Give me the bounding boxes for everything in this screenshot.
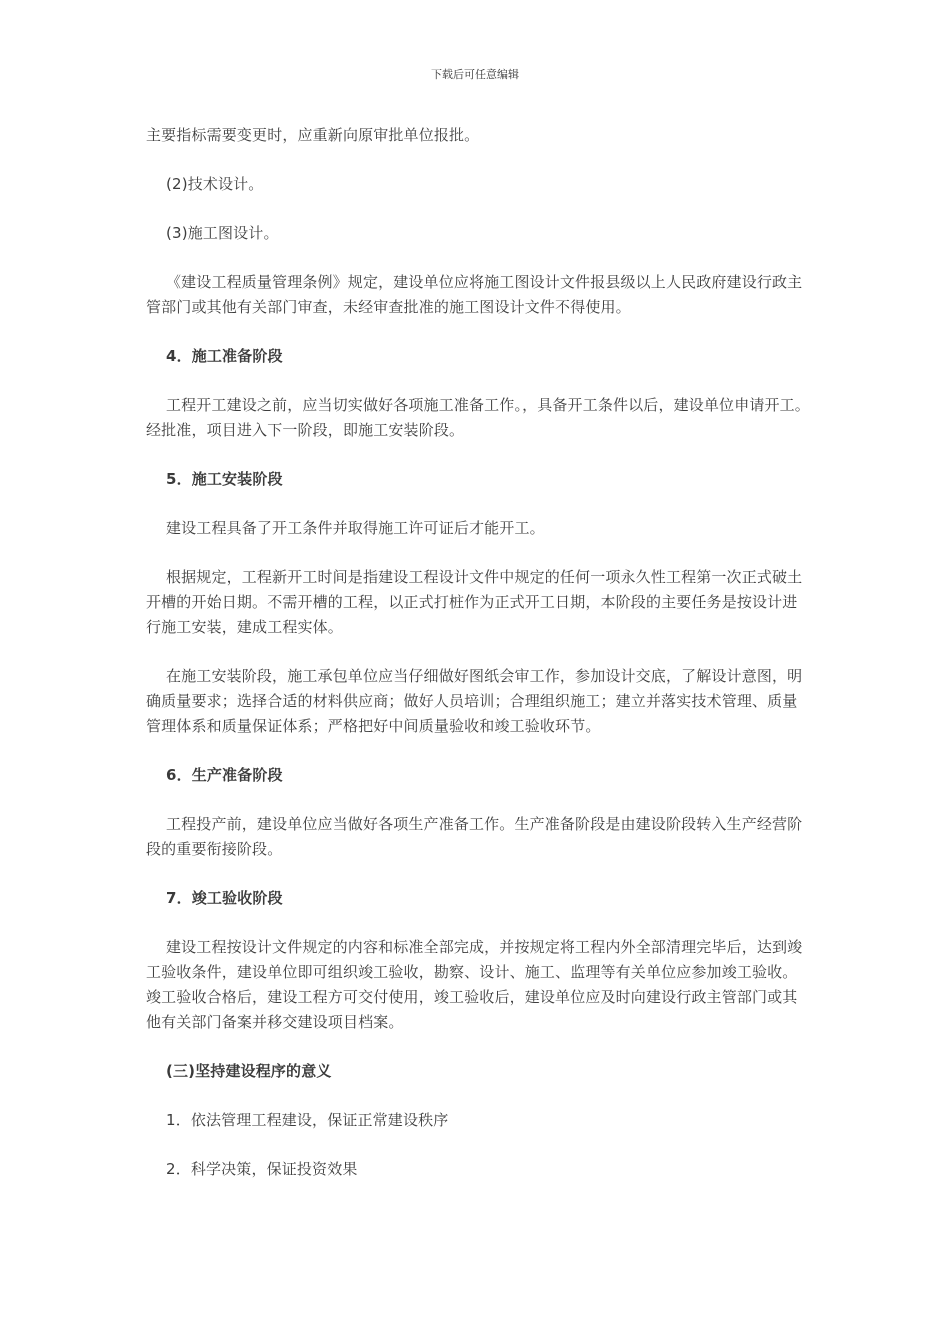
document-body bbox=[146, 123, 810, 1206]
section-heading: 7．竣工验收阶段 bbox=[166, 889, 283, 907]
section-heading: 5．施工安装阶段 bbox=[166, 470, 283, 488]
list-item: 2．科学决策，保证投资效果 bbox=[166, 1160, 358, 1178]
list-item: (2)技术设计。 bbox=[166, 175, 264, 193]
page-header: 下载后可任意编辑 bbox=[431, 68, 519, 81]
paragraph: 建设工程具备了开工条件并取得施工许可证后才能开工。 bbox=[166, 519, 545, 537]
list-item: (3)施工图设计。 bbox=[166, 224, 279, 242]
section-heading: (三)坚持建设程序的意义 bbox=[166, 1062, 332, 1080]
paragraph: 在施工安装阶段，施工承包单位应当仔细做好图纸会审工作，参加设计交底，了解设计意图，明确质量要求；选择合适的材料供应商；做好人员培训；合理组织施工；建立并落实技术管理、质量管理体系和质量保证体系；严格把好中间质量验收和竣工验收环节。 bbox=[146, 667, 803, 735]
paragraph: 建设工程按设计文件规定的内容和标准全部完成，并按规定将工程内外全部清理完毕后，达到竣工验收条件，建设单位即可组织竣工验收，勘察、设计、施工、监理等有关单位应参加竣工验收。竣工验收合格后，建设工程方可交付使用，竣工验收后，建设单位应及时向建设行政主管部门或其他有关部门备案并移交建设项目档案。 bbox=[146, 938, 803, 1031]
section-heading: 6．生产准备阶段 bbox=[166, 766, 283, 784]
paragraph: 工程开工建设之前，应当切实做好各项施工准备工作。，具备开工条件以后，建设单位申请开工。经批准，项目进入下一阶段，即施工安装阶段。 bbox=[146, 396, 810, 439]
paragraph: 工程投产前，建设单位应当做好各项生产准备工作。生产准备阶段是由建设阶段转入生产经营阶段的重要衔接阶段。 bbox=[146, 815, 803, 858]
paragraph: 主要指标需要变更时，应重新向原审批单位报批。 bbox=[146, 126, 480, 144]
section-heading: 4．施工准备阶段 bbox=[166, 347, 283, 365]
paragraph: 根据规定，工程新开工时间是指建设工程设计文件中规定的任何一项永久性工程第一次正式破土开槽的开始日期。不需开槽的工程，以正式打桩作为正式开工日期，本阶段的主要任务是按设计进行施工安装，建成工程实体。 bbox=[146, 568, 803, 636]
paragraph: 《建设工程质量管理条例》规定，建设单位应将施工图设计文件报县级以上人民政府建设行政主管部门或其他有关部门审查，未经审查批准的施工图设计文件不得使用。 bbox=[146, 273, 803, 316]
list-item: 1．依法管理工程建设，保证正常建设秩序 bbox=[166, 1111, 449, 1129]
